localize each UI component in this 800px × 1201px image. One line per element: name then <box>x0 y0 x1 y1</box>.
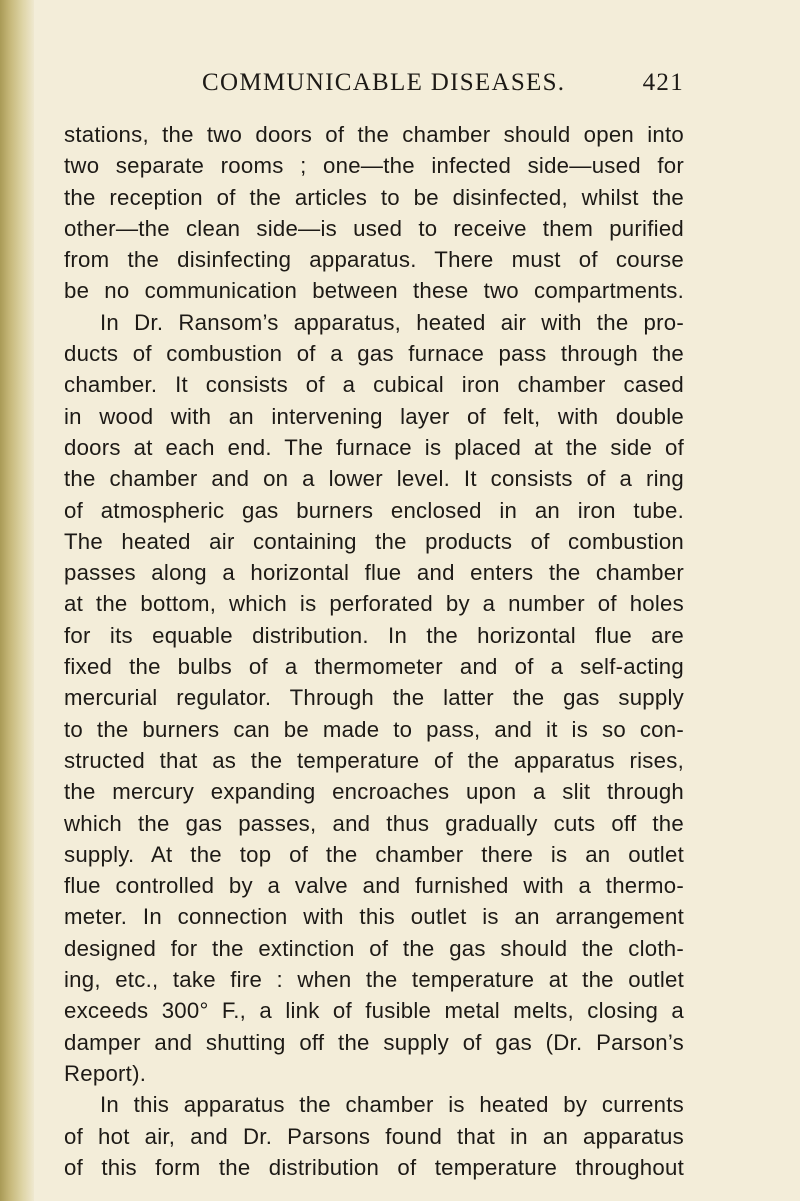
text-line: of atmospheric gas burners enclosed in an iron tube. <box>64 497 684 523</box>
text-line: meter. In connection with this outlet is an arrangement <box>64 904 684 930</box>
body-text <box>64 119 684 1183</box>
text-line: to the burners can be made to pass, and it is so con- <box>64 716 684 742</box>
text-line: mercurial regulator. Through the latter the gas supply <box>64 685 684 711</box>
text-line: the chamber and on a lower level. It consists of a ring <box>64 466 684 492</box>
text-line: of hot air, and Dr. Parsons found that in an apparatus <box>64 1123 684 1149</box>
text-line: structed that as the temperature of the apparatus rises, <box>64 747 684 773</box>
page-number: 421 <box>642 69 684 96</box>
page-gutter <box>0 0 34 1201</box>
page-header <box>154 68 684 108</box>
text-line: of this form the distribution of temperature throughout <box>64 1154 684 1180</box>
text-line: Report). <box>64 1060 147 1086</box>
text-line: In this apparatus the chamber is heated by currents <box>100 1092 684 1118</box>
text-line: designed for the extinction of the gas should the cloth- <box>64 935 684 961</box>
text-line: The heated air containing the products of combustion <box>64 528 684 554</box>
text-line: stations, the two doors of the chamber should open into <box>64 122 684 147</box>
text-line: the mercury expanding encroaches upon a slit through <box>64 779 684 805</box>
text-line: supply. At the top of the chamber there is an outlet <box>64 841 684 867</box>
text-line: for its equable distribution. In the horizontal flue are <box>64 622 684 648</box>
text-line: at the bottom, which is perforated by a number of holes <box>64 591 684 617</box>
text-line: be no communication between these two compartments. <box>64 278 684 304</box>
text-line: other—the clean side—is used to receive them purified <box>64 215 684 241</box>
text-line: from the disinfecting apparatus. There must of course <box>64 247 684 273</box>
text-line: In Dr. Ransom’s apparatus, heated air with the pro- <box>100 309 684 335</box>
text-line: fixed the bulbs of a thermometer and of a self-acting <box>64 654 684 680</box>
text-line: chamber. It consists of a cubical iron chamber cased <box>64 372 684 398</box>
running-title: COMMUNICABLE DISEASES. <box>202 69 566 96</box>
text-line: ing, etc., take fire : when the temperature at the outlet <box>64 967 684 993</box>
text-line: doors at each end. The furnace is placed at the side of <box>64 434 684 460</box>
text-line: which the gas passes, and thus gradually cuts off the <box>64 810 684 836</box>
text-line: exceeds 300° F., a link of fusible metal melts, closing a <box>64 998 684 1024</box>
text-line: passes along a horizontal flue and enters the chamber <box>64 560 684 586</box>
text-line: flue controlled by a valve and furnished with a thermo- <box>64 873 684 899</box>
text-line: the reception of the articles to be disinfected, whilst the <box>64 184 684 210</box>
text-line: damper and shutting off the supply of gas (Dr. Parson’s <box>64 1029 684 1055</box>
text-line: in wood with an intervening layer of felt, with double <box>64 403 684 429</box>
text-line: ducts of combustion of a gas furnace pass through the <box>64 341 684 367</box>
text-line: two separate rooms ; one—the infected side—used for <box>64 153 684 179</box>
